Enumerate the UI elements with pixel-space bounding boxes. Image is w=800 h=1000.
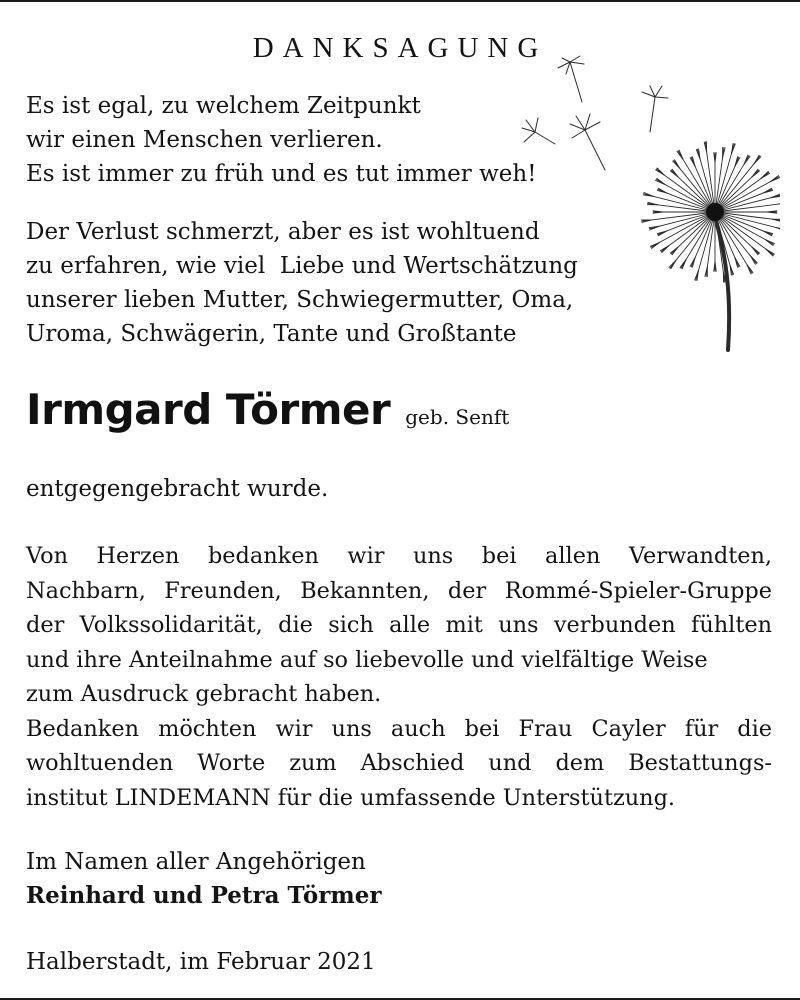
quote-line: Es ist immer zu früh und es tut immer weh!: [26, 161, 537, 187]
deceased-name-line: [26, 385, 509, 434]
quote-block: [26, 89, 536, 191]
thanks-line: Nachbarn, Freunden, Bekannten, der Rommé-Spieler-Gruppe: [26, 577, 772, 604]
intro-line: unserer lieben Mutter, Schwiegermutter, Oma,: [26, 287, 574, 313]
deceased-name: Irmgard Törmer: [26, 385, 391, 434]
thanks-line: Von Herzen bedanken wir uns bei allen Verwandten,: [26, 543, 772, 569]
quote-line: Es ist egal, zu welchem Zeitpunkt: [26, 93, 421, 119]
place-date: Halberstadt, im Februar 2021: [26, 949, 376, 975]
intro-line: zu erfahren, wie viel Liebe und Wertschätzung: [26, 253, 578, 279]
thanks-line: Bedanken möchten wir uns auch bei Frau Cayler für die: [26, 715, 772, 742]
thanks-block: [26, 539, 772, 815]
thanks-line: zum Ausdruck gebracht haben.: [26, 681, 382, 707]
quote-line: wir einen Menschen verlieren.: [26, 127, 383, 153]
thanks-line: der Volkssolidarität, die sich alle mit uns verbunden fühlten: [26, 612, 772, 638]
thanks-line: institut LINDEMANN für die umfassende Unterstützung.: [26, 784, 676, 811]
signers: Reinhard und Petra Törmer: [26, 882, 382, 909]
on-behalf: Im Namen aller Angehörigen: [26, 849, 366, 875]
thanks-line: wohltuenden Worte zum Abschied und dem Bestattungs-: [26, 750, 772, 776]
intro-line: Der Verlust schmerzt, aber es ist wohltuend: [26, 219, 540, 245]
intro-end: entgegengebracht wurde.: [26, 476, 329, 502]
dandelion-icon: [510, 52, 780, 352]
intro-block: [26, 215, 578, 351]
thanks-line: und ihre Anteilnahme auf so liebevolle und vielfältige Weise: [26, 646, 708, 673]
heading: DANKSAGUNG: [252, 32, 548, 64]
intro-line: Uroma, Schwägerin, Tante und Großtante: [26, 321, 517, 347]
maiden-name: geb. Senft: [405, 405, 510, 429]
closing-block: [26, 845, 381, 913]
